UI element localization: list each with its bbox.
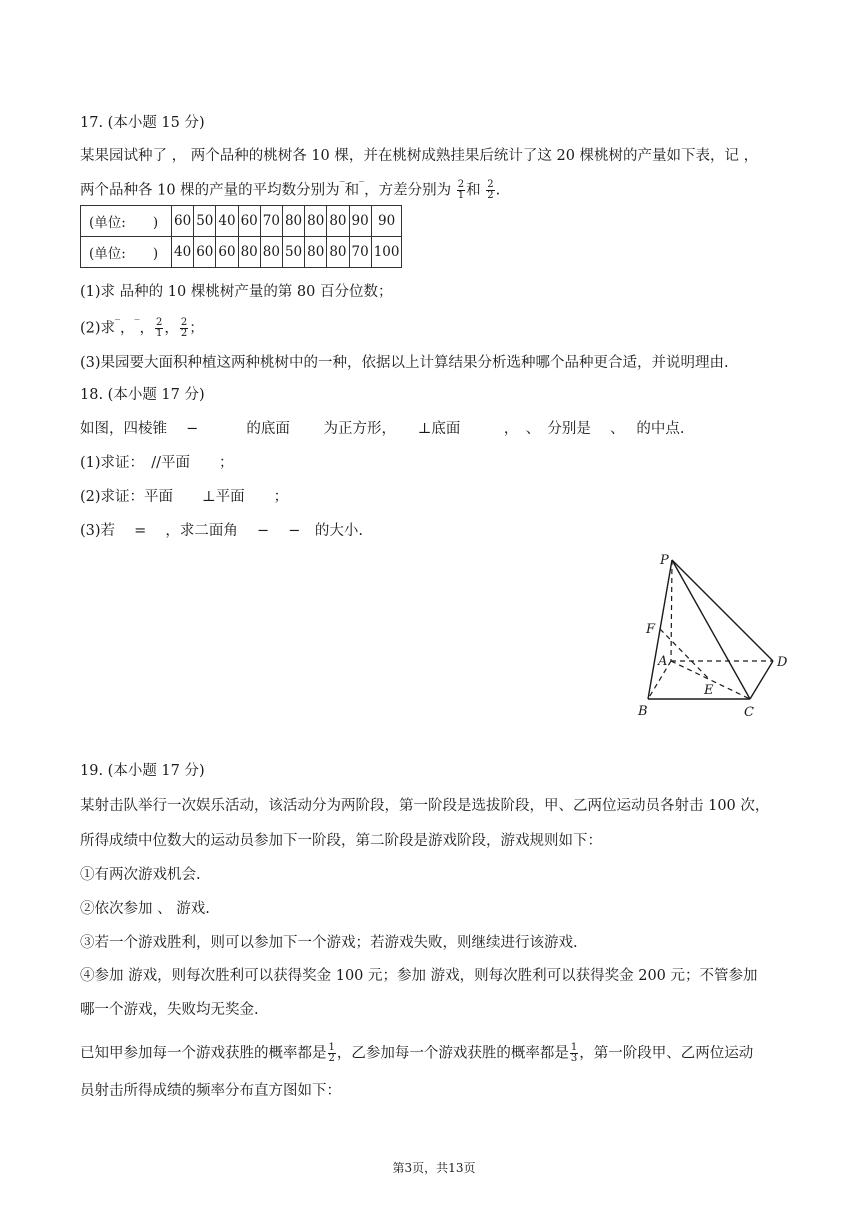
table-row [81, 237, 402, 268]
q19-rule4-b: 哪一个游戏，失败均无奖金. [80, 1002, 259, 1018]
q17-line2: 两个品种各 10 棵的产量的平均数分别为‾和‾，方差分别为 $\frac{2}{1}$ 和 $\frac{2}{2}$ . [80, 179, 501, 201]
label-p: P [660, 553, 669, 568]
label-a: A [658, 654, 668, 669]
q18-part2: (2)求证：平面 ⊥平面 ； [80, 489, 289, 505]
label-c: C [744, 705, 754, 720]
pyramid-figure [628, 548, 798, 723]
table-cell: 80 [327, 237, 349, 268]
frac-third: $\frac{1}{3}$ [570, 1042, 578, 1064]
q19-rule1: ①有两次游戏机会. [80, 867, 201, 883]
table-cell: 80 [327, 206, 349, 237]
q17-part3: (3)果园要大面积种植这两种桃树中的一种，依据以上计算结果分析选种哪个品种更合适，并说明理由. [80, 355, 729, 371]
table-cell: 40 [172, 237, 194, 268]
q18-header: 18. (本小题 17 分) [80, 387, 205, 403]
q18-intro: 如图，四棱锥 − 的底面 为正方形， ⊥底面 ， 、 分别是 、 的中点. [80, 421, 685, 437]
q19-rule2: ②依次参加 、 游戏. [80, 901, 210, 917]
row-label: (单位: ) [81, 206, 172, 237]
q17-line1: 某果园试种了 ， 两个品种的桃树各 10 棵，并在桃树成熟挂果后统计了这 20 棵桃树的产量如下表，记 ， [80, 148, 759, 164]
label-f: F [646, 622, 656, 637]
q19-rule4-a: ④参加 游戏，则每次胜利可以获得奖金 100 元；参加 游戏，则每次胜利可以获得奖金 200 元；不管参加 [80, 968, 758, 984]
q18-part1: (1)求证： //平面 ； [80, 455, 234, 471]
label-b: B [638, 704, 648, 719]
row-label: (单位: ) [81, 237, 172, 268]
yield-table [80, 205, 402, 268]
q19-line1: 某射击队举行一次娱乐活动，该活动分为两阶段，第一阶段是选拔阶段，甲、乙两位运动员各射击 100 次， [80, 798, 770, 814]
table-cell: 80 [305, 206, 327, 237]
table-cell: 100 [371, 237, 402, 268]
q19-line2: 所得成绩中位数大的运动员参加下一阶段，第二阶段是游戏阶段，游戏规则如下： [80, 833, 602, 849]
table-cell: 90 [349, 206, 371, 237]
q19-last: 员射击所得成绩的频率分布直方图如下： [80, 1083, 341, 1099]
table-cell: 60 [172, 206, 194, 237]
table-cell: 50 [194, 206, 216, 237]
label-d: D [777, 655, 788, 670]
page-footer: 第3页，共13页 [392, 1161, 476, 1175]
table-cell: 60 [216, 237, 238, 268]
q17-header: 17. (本小题 15 分) [80, 115, 205, 131]
table-cell: 50 [282, 237, 304, 268]
table-cell: 80 [282, 206, 304, 237]
label-e: E [704, 683, 714, 698]
table-cell: 70 [349, 237, 371, 268]
q19-rule3: ③若一个游戏胜利，则可以参加下一个游戏；若游戏失败，则继续进行该游戏. [80, 935, 578, 951]
table-cell: 70 [260, 206, 282, 237]
q19-prob: 已知甲参加每一个游戏获胜的概率都是 $\frac{1}{2}$ ，乙参加每一个游戏获胜的概率都是 $\frac{1}{3}$ ，第一阶段甲、乙两位运动 [80, 1042, 754, 1064]
table-cell: 60 [194, 237, 216, 268]
frac-s2: $\frac{2}{2}$ [487, 179, 494, 201]
table-cell: 40 [216, 206, 238, 237]
table-cell: 80 [305, 237, 327, 268]
table-cell: 90 [371, 206, 402, 237]
q19-header: 19. (本小题 17 分) [80, 763, 205, 779]
frac-half: $\frac{1}{2}$ [328, 1042, 335, 1064]
table-row [81, 206, 402, 237]
table-cell: 60 [238, 206, 260, 237]
table-cell: 80 [238, 237, 260, 268]
q17-part2: (2)求‾，‾， $\frac{2}{1}$ ， $\frac{2}{2}$ ； [80, 317, 204, 339]
q17-part1: (1)求 品种的 10 棵桃树产量的第 80 百分位数； [80, 284, 393, 300]
table-cell: 80 [260, 237, 282, 268]
frac-s1: $\frac{2}{1}$ [457, 179, 465, 201]
q18-part3: (3)若 = ，求二面角 − − 的大小. [80, 523, 364, 539]
